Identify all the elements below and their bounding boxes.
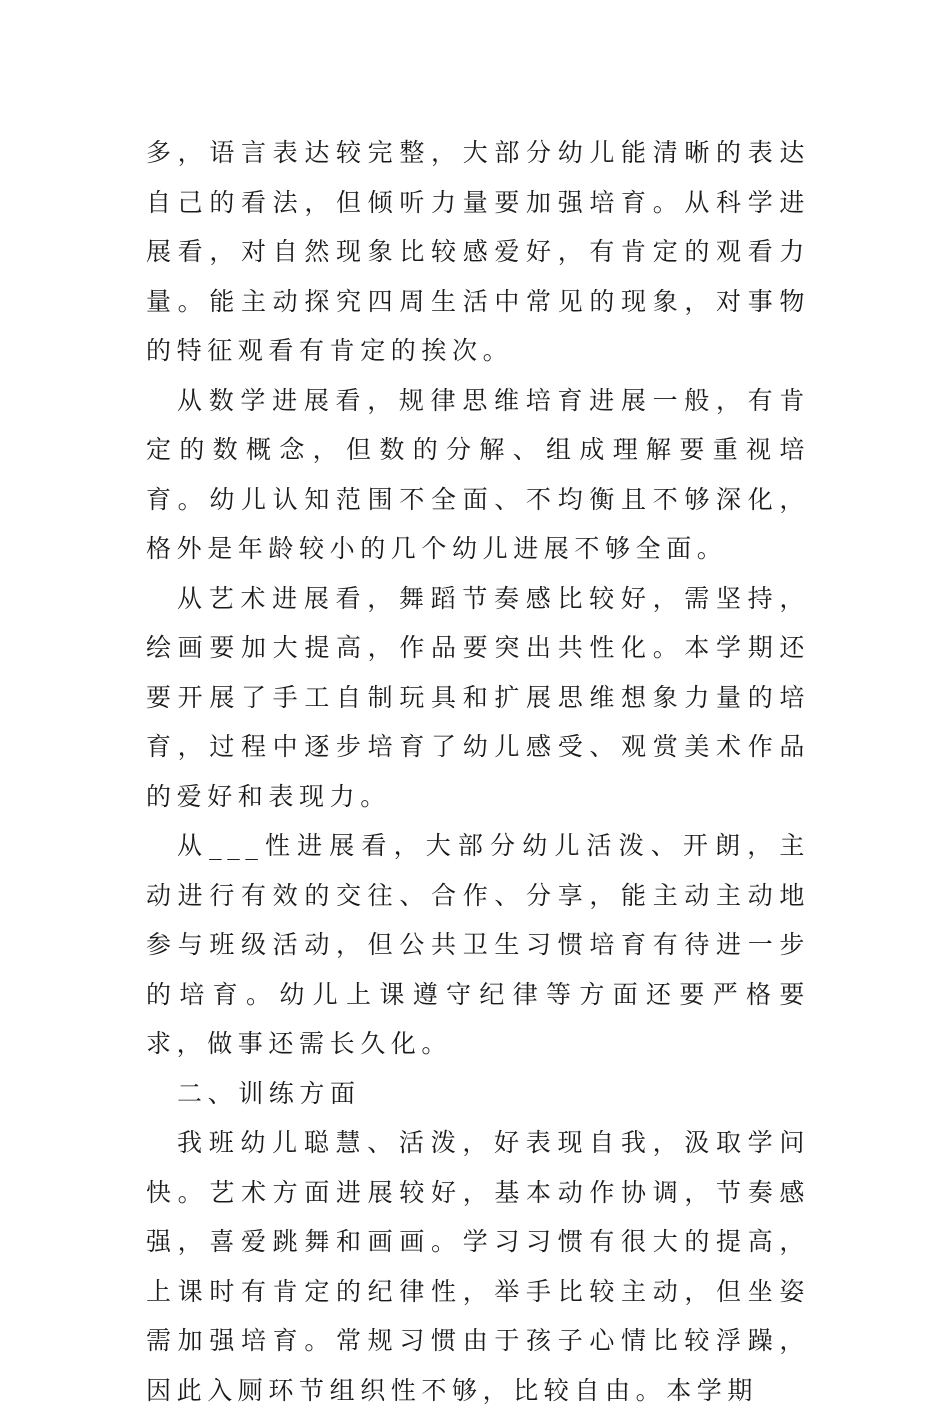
- paragraph-social-development: 从___性进展看，大部分幼儿活泼、开朗，主动进行有效的交往、合作、分享，能主动主动地参与班级活动，但公共卫生习惯培育有待进一步的培育。幼儿上课遵守纪律等方面还要严格要求，做事还需长久化。: [146, 831, 810, 1058]
- paragraph-math-development: 从数学进展看，规律思维培育进展一般，有肯定的数概念，但数的分解、组成理解要重视培育。幼儿认知范围不全面、不均衡且不够深化，格外是年龄较小的几个幼儿进展不够全面。: [146, 385, 810, 563]
- paragraph-class-overview: 我班幼儿聪慧、活泼，好表现自我，汲取学问快。艺术方面进展较好，基本动作协调，节奏感强，喜爱跳舞和画画。学习习惯有很大的提高，上课时有肯定的纪律性，举手比较主动，但坐姿需加强培育。常规习惯由于孩子心情比较浮躁，因此入厕环节组织性不够，比较自由。本学期: [146, 1128, 810, 1405]
- section-heading-training: 二、训练方面: [177, 1078, 361, 1108]
- paragraph-art-development: 从艺术进展看，舞蹈节奏感比较好，需坚持，绘画要加大提高，作品要突出共性化。本学期还要开展了手工自制玩具和扩展思维想象力量的培育，过程中逐步培育了幼儿感受、观赏美术作品的爱好和表现力。: [146, 583, 810, 811]
- paragraph-continuation: 多，语言表达较完整，大部分幼儿能清晰的表达自己的看法，但倾听力量要加强培育。从科学进展看，对自然现象比较感爱好，有肯定的观看力量。能主动探究四周生活中常见的现象，对事物的特征观看有肯定的挨次。: [146, 138, 810, 365]
- document-body: [146, 128, 810, 1415]
